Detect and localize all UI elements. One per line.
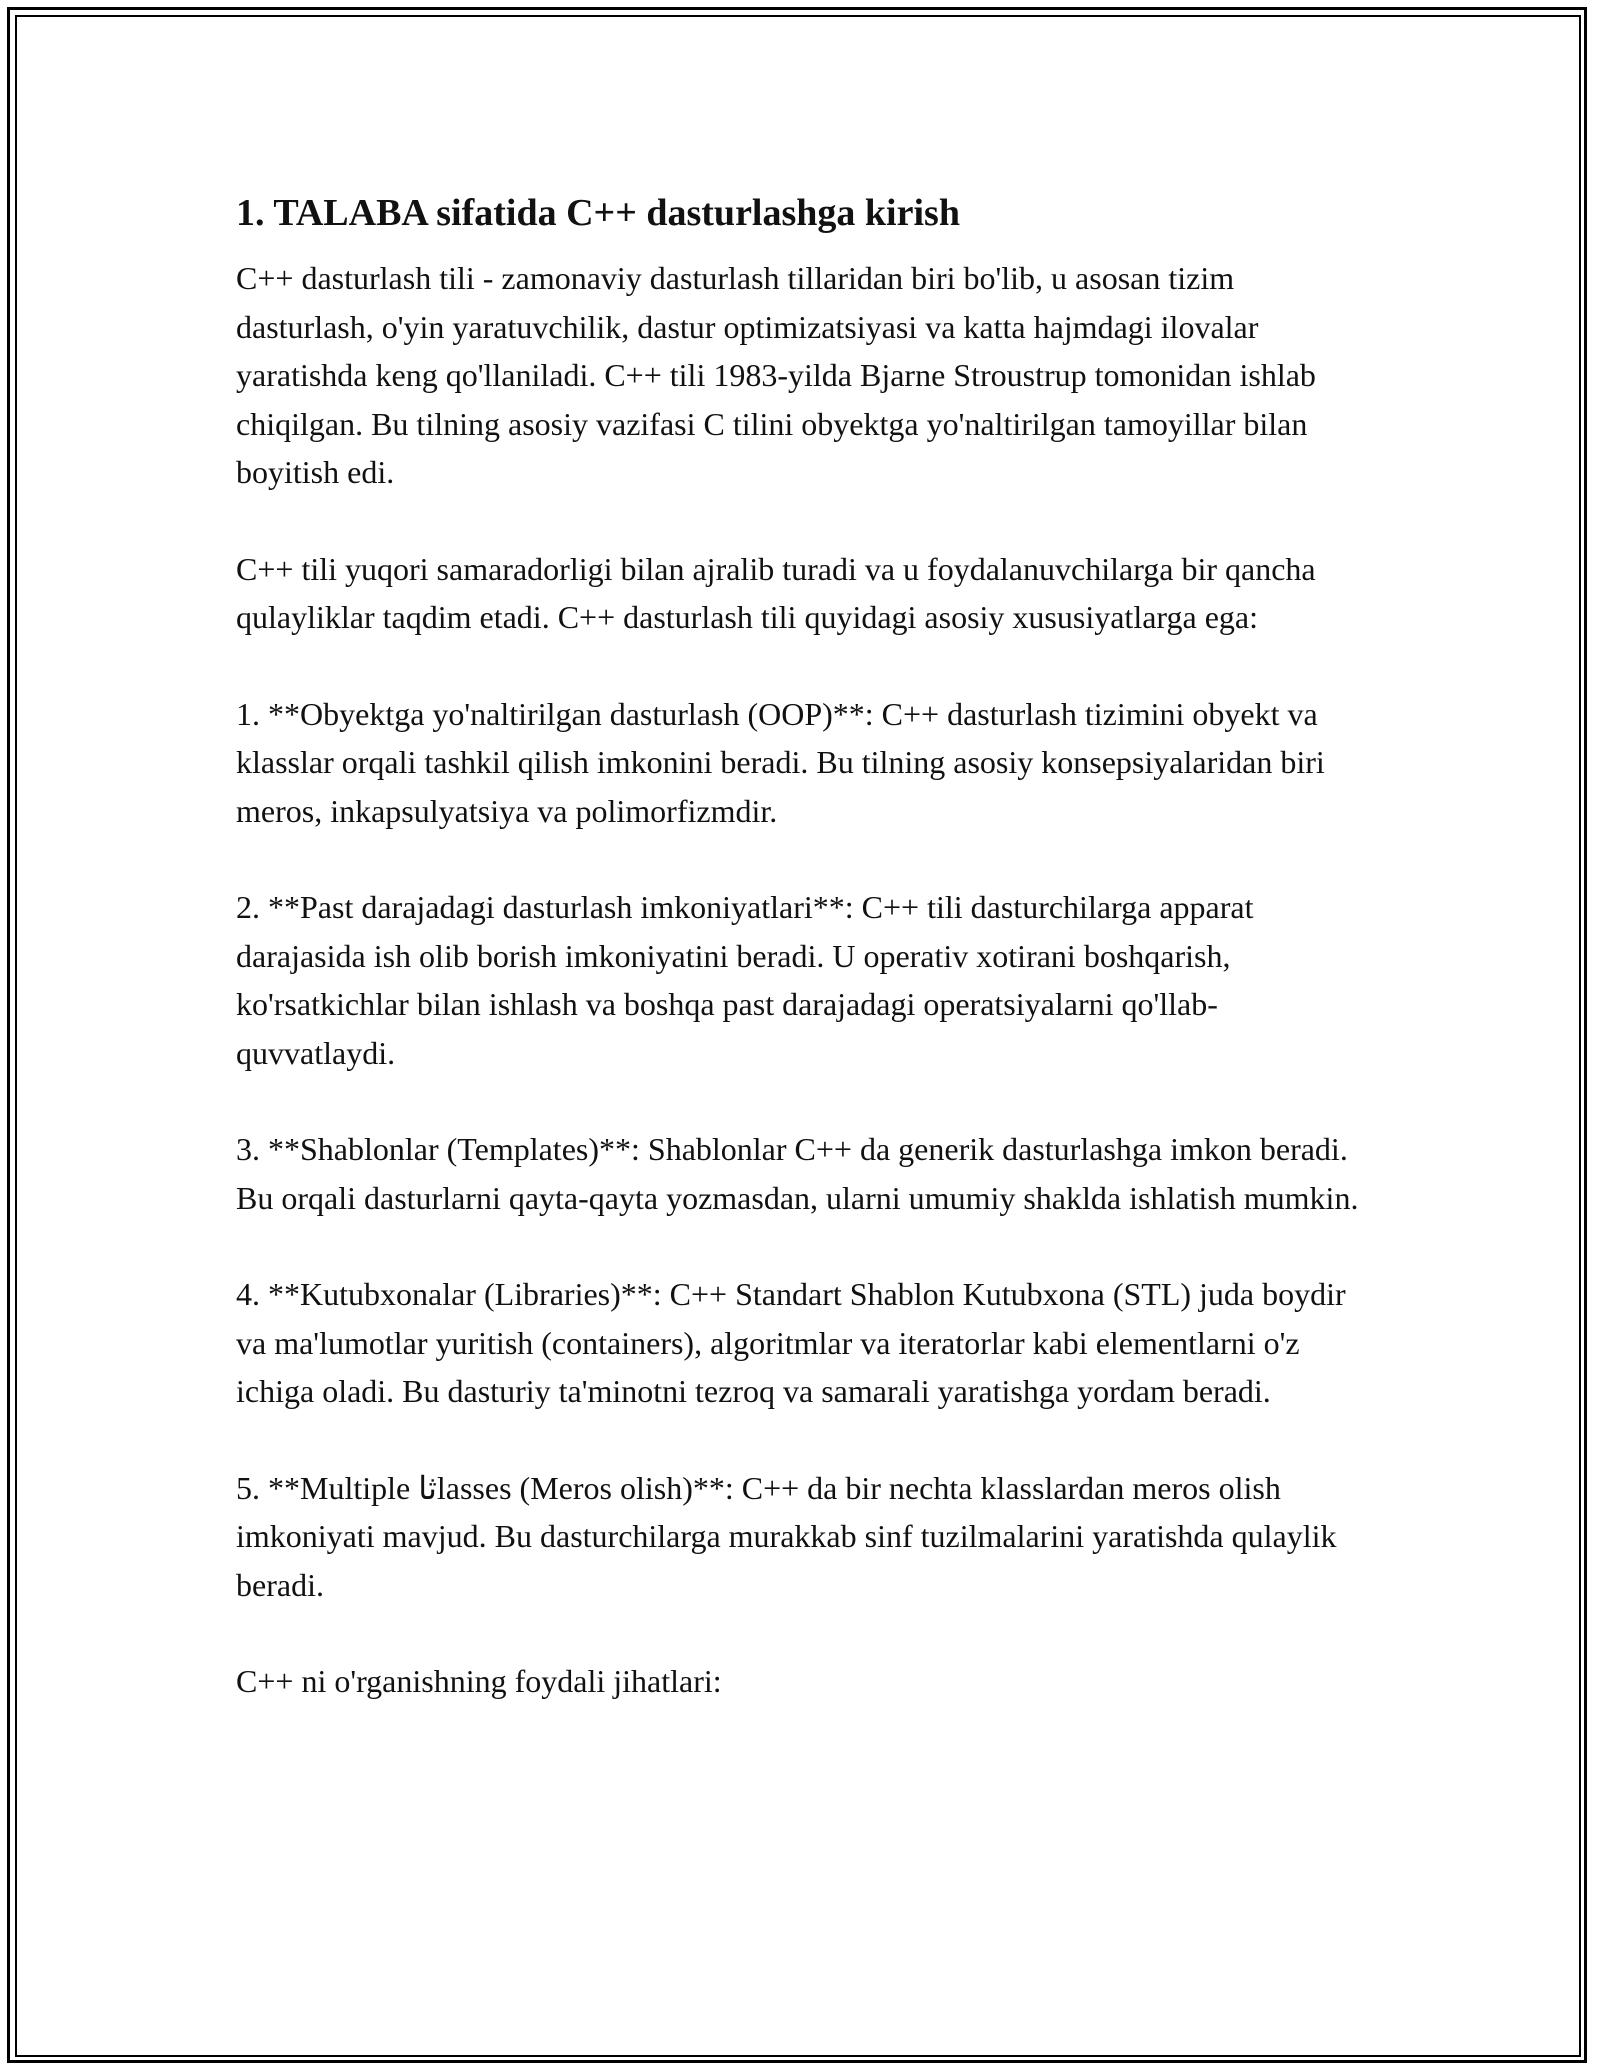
paragraph-item-libraries: 4. **Kutubxonalar (Libraries)**: C++ Standart Shablon Kutubxona (STL) juda boydir va ma'lumotlar yuritish (containers), algoritmlar va iteratorlar kabi elementlarni o'z ichiga oladi. Bu dasturiy ta'minotni tezroq va samarali yaratishga yordam beradi. [236, 1276, 1346, 1409]
paragraph-item-oop: 1. **Obyektga yo'naltirilgan dasturlash (OOP)**: C++ dasturlash tizimini obyekt va klasslar orqali tashkil qilish imkonini beradi. Bu tilning asosiy konsepsiyalaridan biri meros, inkapsulyatsiya va polimorfizmdir. [236, 695, 1325, 829]
paragraph-item-multiple-classes: 5. **Multiple ثاlasses (Meros olish)**: C++ da bir nechta klasslardan meros olish imkoniyati mavjud. Bu dasturchilarga murakkab sinf tuzilmalarini yaratishda qulaylik beradi. [236, 1469, 1337, 1603]
document-body [236, 186, 1376, 1706]
paragraph-item-low-level: 2. **Past darajadagi dasturlash imkoniyatlari**: C++ tili dasturchilarga apparat darajasida ish olib borish imkoniyatini beradi. U operativ xotirani boshqarish, ko'rsatkichlar bilan ishlash va boshqa past darajadagi operatsiyalarni qo'llab-quvvatlaydi. [236, 889, 1254, 1071]
paragraph-benefits-heading: C++ ni o'rganishning foydali jihatlari: [236, 1663, 722, 1699]
paragraph-features-intro: C++ tili yuqori samaradorligi bilan ajralib turadi va u foydalanuvchilarga bir qancha qulayliklar taqdim etadi. C++ dasturlash tili quyidagi asosiy xususiyatlarga ega: [236, 550, 1316, 635]
paragraph-item-templates: 3. **Shablonlar (Templates)**: Shablonlar C++ da generik dasturlashga imkon beradi. Bu orqali dasturlarni qayta-qayta yozmasdan, ularni umumiy shaklda ishlatish mumkin. [236, 1131, 1359, 1216]
document-title: 1. TALABA sifatida C++ dasturlashga kirish [236, 192, 960, 234]
paragraph-intro: C++ dasturlash tili - zamonaviy dasturlash tillaridan biri bo'lib, u asosan tizim dasturlash, o'yin yaratuvchilik, dastur optimizatsiyasi va katta hajmdagi ilovalar yaratishda keng qo'llaniladi. C++ tili 1983-yilda Bjarne Stroustrup tomonidan ishlab chiqilgan. Bu tilning asosiy vazifasi C tilini obyektga yo'naltirilgan tamoyillar bilan boyitish edi. [236, 260, 1316, 490]
